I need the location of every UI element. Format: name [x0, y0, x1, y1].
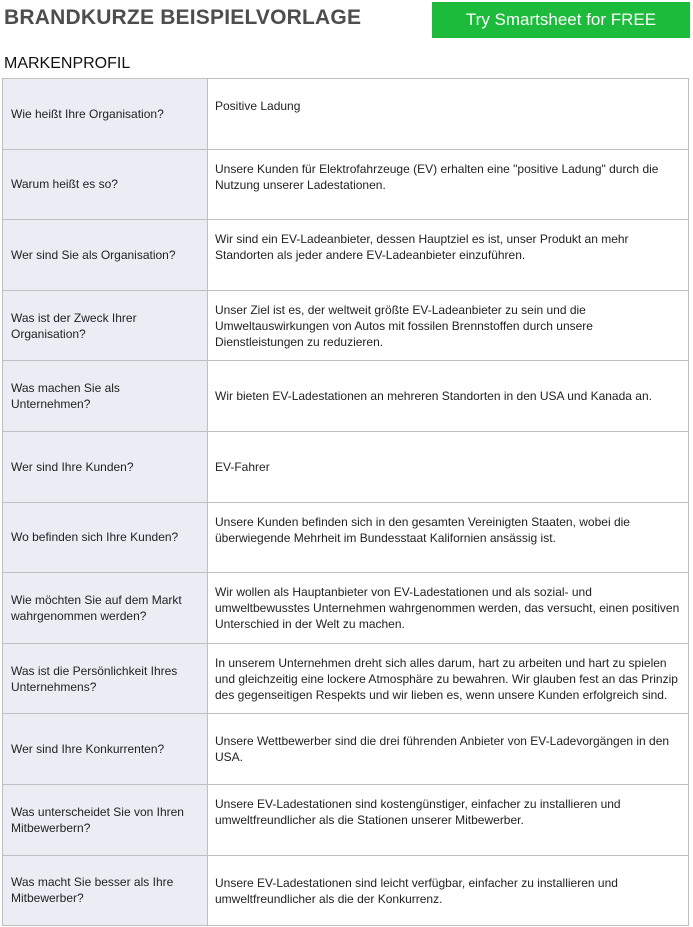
question-cell — [3, 503, 208, 573]
answer-cell[interactable] — [208, 573, 689, 643]
answer-text: Unsere Wettbewerber sind die drei führenden Anbieter von EV-Ladevorgängen in den USA. — [215, 734, 670, 765]
table-row — [3, 573, 689, 644]
table-row — [3, 150, 689, 221]
section-title: MARKENPROFIL — [4, 55, 131, 72]
answer-cell[interactable] — [208, 361, 689, 431]
answer-text: Unsere Kunden befinden sich in den gesamten Vereinigten Staaten, wobei die überwiegende Mehrheit im Bundesstaat Kalifornien ansässig ist. — [215, 514, 630, 545]
answer-text: Wir wollen als Hauptanbieter von EV-Ladestationen und als sozial- und umweltbewusstes Unternehmen wahrgenommen werden, das versucht, einen positiven Unterschied in der Welt zu machen. — [215, 585, 680, 632]
answer-text: Wir sind ein EV-Ladeanbieter, dessen Hauptziel es ist, unser Produkt an mehr Standorten als jeder andere EV-Ladeanbieter einzuführen. — [215, 232, 629, 263]
answer-cell[interactable] — [208, 432, 689, 502]
table-row — [3, 714, 689, 785]
answer-text: Unser Ziel ist es, der weltweit größte EV-Ladeanbieter zu sein und die Umweltauswirkungen von Autos mit fossilen Brennstoffen durch unsere Dienstleistungen zu reduzieren. — [215, 302, 593, 349]
question-cell — [3, 361, 208, 431]
question-cell — [3, 714, 208, 784]
answer-cell[interactable] — [208, 150, 689, 220]
question-cell — [3, 573, 208, 643]
question-cell — [3, 79, 208, 149]
question-text: Wo befinden sich Ihre Kunden? — [11, 530, 179, 545]
question-text: Wer sind Ihre Kunden? — [11, 459, 134, 474]
answer-text: Unsere EV-Ladestationen sind leicht verfügbar, einfacher zu installieren und umweltfreundlicher als die der Konkurrenz. — [215, 875, 618, 906]
question-cell — [3, 291, 208, 361]
answer-cell[interactable] — [208, 79, 689, 149]
question-text: Wer sind Sie als Organisation? — [11, 247, 176, 262]
question-cell — [3, 785, 208, 855]
question-cell — [3, 856, 208, 926]
question-text: Was ist der Zweck Ihrer Organisation? — [11, 310, 137, 341]
answer-cell[interactable] — [208, 220, 689, 290]
table-row — [3, 79, 689, 150]
answer-text: Positive Ladung — [215, 99, 301, 113]
question-cell — [3, 220, 208, 290]
table-row — [3, 785, 689, 856]
try-smartsheet-button[interactable]: Try Smartsheet for FREE — [432, 2, 690, 38]
answer-text: Unsere Kunden für Elektrofahrzeuge (EV) erhalten eine "positive Ladung" durch die Nutzung unserer Ladestationen. — [215, 161, 659, 192]
table-row — [3, 432, 689, 503]
answer-cell[interactable] — [208, 785, 689, 855]
answer-text: In unserem Unternehmen dreht sich alles darum, hart zu arbeiten und hart zu spielen und gleichzeitig eine lockere Atmosphäre zu bewahren. Wir glauben fest an das Prinzip des gegenseitigen Respekts und wir lieben es, wenn unsere Kunden erfolgreich sind. — [215, 655, 678, 702]
question-cell — [3, 432, 208, 502]
answer-cell[interactable] — [208, 856, 689, 926]
brand-profile-table — [2, 78, 689, 926]
answer-cell[interactable] — [208, 503, 689, 573]
question-text: Wie heißt Ihre Organisation? — [11, 106, 164, 121]
question-cell — [3, 150, 208, 220]
table-row — [3, 503, 689, 574]
answer-cell[interactable] — [208, 291, 689, 361]
question-text: Wie möchten Sie auf dem Markt wahrgenommen werden? — [11, 592, 182, 623]
question-text: Was ist die Persönlichkeit Ihres Unternehmens? — [11, 663, 178, 694]
answer-text: Wir bieten EV-Ladestationen an mehreren Standorten in den USA und Kanada an. — [215, 389, 652, 404]
table-row — [3, 644, 689, 715]
answer-cell[interactable] — [208, 644, 689, 714]
question-text: Was macht Sie besser als Ihre Mitbewerber? — [11, 875, 174, 906]
question-text: Was machen Sie als Unternehmen? — [11, 381, 120, 412]
answer-text: EV-Fahrer — [215, 459, 270, 474]
answer-cell[interactable] — [208, 714, 689, 784]
table-row — [3, 220, 689, 291]
table-row — [3, 856, 689, 927]
question-cell — [3, 644, 208, 714]
table-row — [3, 361, 689, 432]
table-row — [3, 291, 689, 362]
question-text: Warum heißt es so? — [11, 177, 118, 192]
question-text: Was unterscheidet Sie von Ihren Mitbewerbern? — [11, 804, 184, 835]
answer-text: Unsere EV-Ladestationen sind kostengünstiger, einfacher zu installieren und umweltfreundlicher als die Stationen unserer Mitbewerber. — [215, 796, 621, 827]
question-text: Wer sind Ihre Konkurrenten? — [11, 742, 165, 757]
page-title: BRANDKURZE BEISPIELVORLAGE — [4, 6, 362, 29]
